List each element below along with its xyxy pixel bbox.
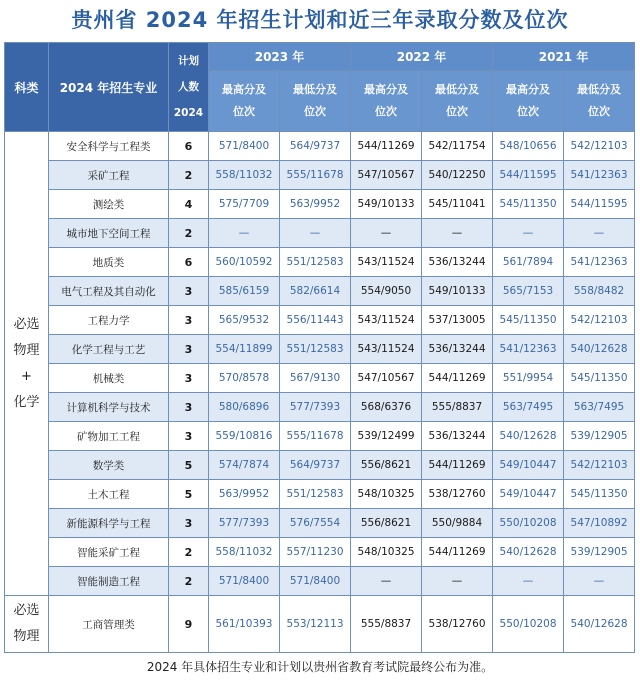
score-cell: 547/10567 bbox=[351, 364, 422, 393]
score-cell: 547/10567 bbox=[351, 161, 422, 190]
score-cell: 571/8400 bbox=[280, 567, 351, 596]
major-cell: 城市地下空间工程 bbox=[49, 219, 169, 248]
score-cell: 548/10656 bbox=[493, 132, 564, 161]
score-cell: 541/12363 bbox=[564, 161, 635, 190]
score-cell: — bbox=[280, 219, 351, 248]
table-row bbox=[5, 190, 635, 219]
plan-cell: 3 bbox=[169, 277, 209, 306]
score-cell: 558/8482 bbox=[564, 277, 635, 306]
table-row bbox=[5, 219, 635, 248]
score-cell: 543/11524 bbox=[351, 248, 422, 277]
score-cell: 559/10816 bbox=[209, 422, 280, 451]
major-cell: 土木工程 bbox=[49, 480, 169, 509]
score-cell: 539/12905 bbox=[564, 422, 635, 451]
score-cell: 539/12905 bbox=[564, 538, 635, 567]
admission-table bbox=[4, 42, 635, 653]
major-cell: 测绘类 bbox=[49, 190, 169, 219]
table-row bbox=[5, 393, 635, 422]
score-cell: 542/12103 bbox=[564, 132, 635, 161]
score-cell: 555/8837 bbox=[422, 393, 493, 422]
major-cell: 化学工程与工艺 bbox=[49, 335, 169, 364]
score-cell: 536/13244 bbox=[422, 248, 493, 277]
score-cell: — bbox=[209, 219, 280, 248]
score-cell: 543/11524 bbox=[351, 335, 422, 364]
header-max-score: 最高分及 位次 bbox=[493, 71, 564, 132]
score-cell: 545/11350 bbox=[493, 306, 564, 335]
plan-cell: 9 bbox=[169, 596, 209, 653]
plan-cell: 2 bbox=[169, 161, 209, 190]
score-cell: 561/10393 bbox=[209, 596, 280, 653]
table-row bbox=[5, 509, 635, 538]
score-cell: 576/7554 bbox=[280, 509, 351, 538]
score-cell: 544/11269 bbox=[422, 451, 493, 480]
major-cell: 电气工程及其自动化 bbox=[49, 277, 169, 306]
header-year-2022: 2022 年 bbox=[351, 43, 493, 71]
score-cell: — bbox=[564, 219, 635, 248]
score-cell: 551/12583 bbox=[280, 248, 351, 277]
header-subject: 科类 bbox=[5, 43, 49, 132]
major-cell: 计算机科学与技术 bbox=[49, 393, 169, 422]
major-cell: 工程力学 bbox=[49, 306, 169, 335]
plan-cell: 3 bbox=[169, 364, 209, 393]
score-cell: 542/12103 bbox=[564, 451, 635, 480]
score-cell: 577/7393 bbox=[280, 393, 351, 422]
table-row bbox=[5, 335, 635, 364]
score-cell: 575/7709 bbox=[209, 190, 280, 219]
major-cell: 机械类 bbox=[49, 364, 169, 393]
table-row bbox=[5, 248, 635, 277]
table-row bbox=[5, 306, 635, 335]
table-row bbox=[5, 364, 635, 393]
header-year-2023: 2023 年 bbox=[209, 43, 351, 71]
score-cell: 537/13005 bbox=[422, 306, 493, 335]
score-cell: 582/6614 bbox=[280, 277, 351, 306]
plan-cell: 6 bbox=[169, 248, 209, 277]
score-cell: 556/8621 bbox=[351, 509, 422, 538]
score-cell: 551/9954 bbox=[493, 364, 564, 393]
score-cell: 574/7874 bbox=[209, 451, 280, 480]
score-cell: — bbox=[422, 567, 493, 596]
score-cell: 541/12363 bbox=[564, 248, 635, 277]
score-cell: 564/9737 bbox=[280, 451, 351, 480]
score-cell: 549/10447 bbox=[493, 451, 564, 480]
score-cell: 565/7153 bbox=[493, 277, 564, 306]
header-min-score: 最低分及 位次 bbox=[280, 71, 351, 132]
score-cell: 555/8837 bbox=[351, 596, 422, 653]
table-row bbox=[5, 480, 635, 509]
score-cell: 545/11350 bbox=[493, 190, 564, 219]
score-cell: 561/7894 bbox=[493, 248, 564, 277]
header-year-2021: 2021 年 bbox=[493, 43, 635, 71]
page-title: 贵州省 2024 年招生计划和近三年录取分数及位次 bbox=[71, 8, 569, 32]
score-cell: — bbox=[351, 219, 422, 248]
table-row bbox=[5, 132, 635, 161]
plan-cell: 3 bbox=[169, 509, 209, 538]
score-cell: 567/9130 bbox=[280, 364, 351, 393]
score-cell: 540/12628 bbox=[564, 596, 635, 653]
score-cell: 550/9884 bbox=[422, 509, 493, 538]
score-cell: 555/11678 bbox=[280, 422, 351, 451]
plan-cell: 3 bbox=[169, 393, 209, 422]
major-cell: 采矿工程 bbox=[49, 161, 169, 190]
score-cell: 545/11041 bbox=[422, 190, 493, 219]
score-cell: — bbox=[422, 219, 493, 248]
major-cell: 智能制造工程 bbox=[49, 567, 169, 596]
plan-cell: 3 bbox=[169, 422, 209, 451]
table-row bbox=[5, 538, 635, 567]
header-major: 2024 年招生专业 bbox=[49, 43, 169, 132]
score-cell: 557/11230 bbox=[280, 538, 351, 567]
header-plan: 计划 人数 2024 bbox=[169, 43, 209, 132]
score-cell: 540/12628 bbox=[493, 538, 564, 567]
score-cell: 547/10892 bbox=[564, 509, 635, 538]
score-cell: 550/10208 bbox=[493, 596, 564, 653]
score-cell: 542/11754 bbox=[422, 132, 493, 161]
score-cell: 549/10133 bbox=[422, 277, 493, 306]
score-cell: 538/12760 bbox=[422, 480, 493, 509]
score-cell: 549/10133 bbox=[351, 190, 422, 219]
score-cell: 543/11524 bbox=[351, 306, 422, 335]
score-cell: 545/11350 bbox=[564, 480, 635, 509]
plan-cell: 3 bbox=[169, 335, 209, 364]
table-row bbox=[5, 422, 635, 451]
score-cell: — bbox=[351, 567, 422, 596]
subject-cell: 必选 物理 bbox=[5, 596, 49, 653]
score-cell: 542/12103 bbox=[564, 306, 635, 335]
plan-cell: 2 bbox=[169, 567, 209, 596]
score-cell: 548/10325 bbox=[351, 538, 422, 567]
score-cell: 563/9952 bbox=[280, 190, 351, 219]
table-row bbox=[5, 567, 635, 596]
score-cell: 554/9050 bbox=[351, 277, 422, 306]
score-cell: 538/12760 bbox=[422, 596, 493, 653]
plan-cell: 4 bbox=[169, 190, 209, 219]
score-cell: 550/10208 bbox=[493, 509, 564, 538]
score-cell: 544/11269 bbox=[422, 364, 493, 393]
score-cell: 580/6896 bbox=[209, 393, 280, 422]
score-cell: 536/13244 bbox=[422, 335, 493, 364]
table-row bbox=[5, 161, 635, 190]
major-cell: 地质类 bbox=[49, 248, 169, 277]
score-cell: 563/7495 bbox=[493, 393, 564, 422]
plan-cell: 5 bbox=[169, 451, 209, 480]
score-cell: 548/10325 bbox=[351, 480, 422, 509]
table-row bbox=[5, 596, 635, 653]
score-cell: 541/12363 bbox=[493, 335, 564, 364]
footer-note: 2024 年具体招生专业和计划以贵州省教育考试院最终公布为准。 bbox=[146, 660, 494, 674]
plan-cell: 2 bbox=[169, 538, 209, 567]
major-cell: 新能源科学与工程 bbox=[49, 509, 169, 538]
score-cell: 585/6159 bbox=[209, 277, 280, 306]
score-cell: 564/9737 bbox=[280, 132, 351, 161]
score-cell: 553/12113 bbox=[280, 596, 351, 653]
score-cell: 544/11269 bbox=[351, 132, 422, 161]
score-cell: 556/11443 bbox=[280, 306, 351, 335]
score-cell: — bbox=[493, 219, 564, 248]
header-max-score: 最高分及 位次 bbox=[209, 71, 280, 132]
major-cell: 矿物加工工程 bbox=[49, 422, 169, 451]
major-cell: 数学类 bbox=[49, 451, 169, 480]
score-cell: 540/12628 bbox=[564, 335, 635, 364]
score-cell: 571/8400 bbox=[209, 567, 280, 596]
score-cell: 544/11595 bbox=[564, 190, 635, 219]
score-cell: 554/11899 bbox=[209, 335, 280, 364]
table-row bbox=[5, 277, 635, 306]
score-cell: 539/12499 bbox=[351, 422, 422, 451]
plan-cell: 5 bbox=[169, 480, 209, 509]
score-cell: 568/6376 bbox=[351, 393, 422, 422]
score-cell: 540/12250 bbox=[422, 161, 493, 190]
major-cell: 安全科学与工程类 bbox=[49, 132, 169, 161]
score-cell: 558/11032 bbox=[209, 538, 280, 567]
header-min-score: 最低分及 位次 bbox=[564, 71, 635, 132]
score-cell: 571/8400 bbox=[209, 132, 280, 161]
score-cell: — bbox=[493, 567, 564, 596]
header-min-score: 最低分及 位次 bbox=[422, 71, 493, 132]
score-cell: 560/10592 bbox=[209, 248, 280, 277]
score-cell: — bbox=[564, 567, 635, 596]
score-cell: 540/12628 bbox=[493, 422, 564, 451]
score-cell: 563/7495 bbox=[564, 393, 635, 422]
subject-cell: 必选 物理 + 化学 bbox=[5, 132, 49, 596]
plan-cell: 2 bbox=[169, 219, 209, 248]
score-cell: 544/11595 bbox=[493, 161, 564, 190]
plan-cell: 3 bbox=[169, 306, 209, 335]
score-cell: 577/7393 bbox=[209, 509, 280, 538]
major-cell: 工商管理类 bbox=[49, 596, 169, 653]
score-cell: 563/9952 bbox=[209, 480, 280, 509]
score-cell: 544/11269 bbox=[422, 538, 493, 567]
score-cell: 536/13244 bbox=[422, 422, 493, 451]
score-cell: 558/11032 bbox=[209, 161, 280, 190]
score-cell: 549/10447 bbox=[493, 480, 564, 509]
score-cell: 555/11678 bbox=[280, 161, 351, 190]
major-cell: 智能采矿工程 bbox=[49, 538, 169, 567]
score-cell: 551/12583 bbox=[280, 335, 351, 364]
score-cell: 570/8578 bbox=[209, 364, 280, 393]
score-cell: 556/8621 bbox=[351, 451, 422, 480]
score-cell: 545/11350 bbox=[564, 364, 635, 393]
score-cell: 551/12583 bbox=[280, 480, 351, 509]
score-cell: 565/9532 bbox=[209, 306, 280, 335]
header-max-score: 最高分及 位次 bbox=[351, 71, 422, 132]
plan-cell: 6 bbox=[169, 132, 209, 161]
table-row bbox=[5, 451, 635, 480]
